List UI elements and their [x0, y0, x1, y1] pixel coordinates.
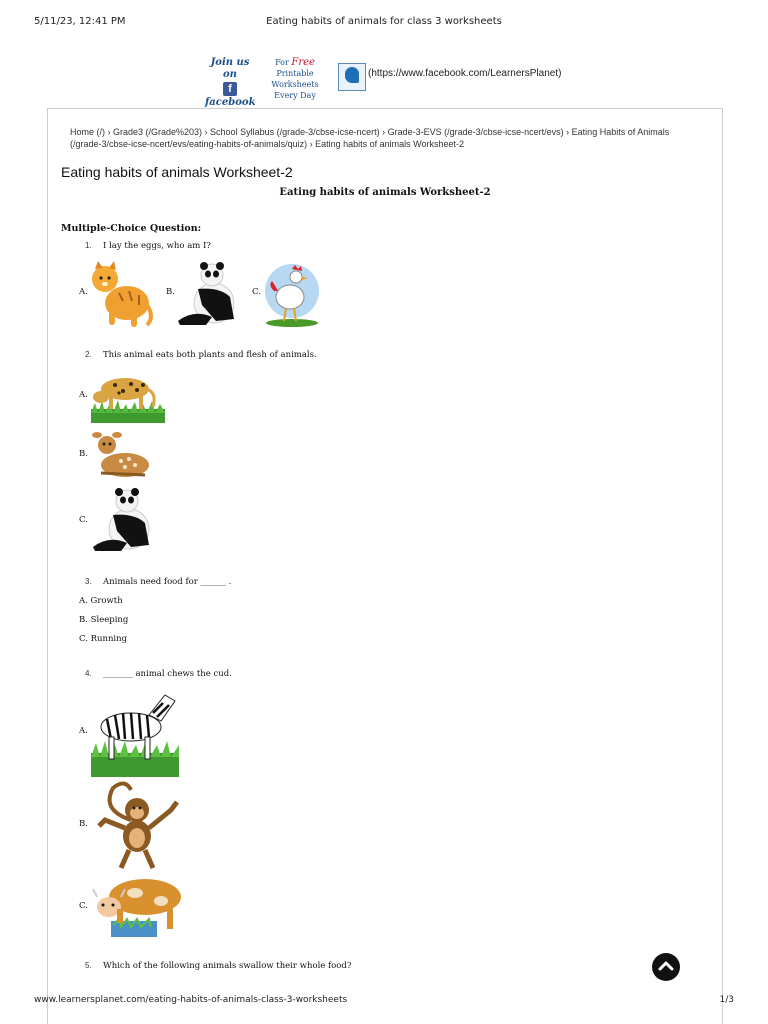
- worksheet-title: Eating habits of animals Worksheet-2: [279, 187, 491, 198]
- free-text: Free: [291, 57, 315, 68]
- deer-fawn-icon[interactable]: [91, 429, 153, 483]
- print-footer: [34, 995, 734, 1009]
- option-label[interactable]: C.: [79, 515, 88, 525]
- print-url: www.learnersplanet.com/eating-habits-of-animals-class-3-worksheets: [34, 995, 348, 1005]
- section-heading: Multiple-Choice Question:: [61, 223, 202, 234]
- breadcrumb[interactable]: Home (/) › Grade3 (/Grade%203) › School Syllabus (/grade-3/cbse-icse-ncert) › Grade-3-EVS (/grade-3/cbse-icse-ncert/evs) › Eating Habits of Animals (/grade-3/cbse-icse-ncert/evs/eating-habits-of-animals/quiz) › Eating habits of animals Worksheet-2: [70, 127, 670, 149]
- leopard-icon[interactable]: [91, 373, 165, 423]
- question-text: _______ animal chews the cud.: [103, 669, 232, 679]
- option-text: Running: [90, 634, 128, 644]
- page-title: Eating habits of animals Worksheet-2: [61, 164, 293, 180]
- cow-icon[interactable]: [91, 875, 185, 939]
- question-number: 1.: [85, 241, 92, 250]
- option-sleeping[interactable]: [79, 615, 128, 625]
- chevron-up-icon: [658, 958, 674, 974]
- option-text: Sleeping: [90, 615, 129, 625]
- option-growth[interactable]: [79, 596, 123, 606]
- page-number: 1/3: [719, 995, 734, 1005]
- question-4: [85, 669, 232, 679]
- question-number: 5.: [85, 961, 92, 970]
- question-5: [85, 961, 351, 971]
- zebra-icon[interactable]: [91, 691, 179, 777]
- question-number: 4.: [85, 669, 92, 678]
- join-us-text: Join us on: [210, 57, 250, 80]
- question-3: [85, 577, 231, 587]
- rooster-icon[interactable]: [262, 261, 322, 327]
- question-text: This animal eats both plants and flesh of animals.: [103, 350, 317, 360]
- scroll-to-top-button[interactable]: [652, 953, 680, 981]
- option-label: B.: [79, 615, 88, 625]
- facebook-promo-banner[interactable]: [205, 55, 575, 108]
- option-label: A.: [79, 596, 88, 606]
- every-day-text: Every Day: [274, 91, 316, 100]
- option-label[interactable]: A.: [79, 287, 88, 297]
- question-text: I lay the eggs, who am I?: [103, 241, 211, 251]
- question-1: [85, 241, 211, 251]
- monkey-icon[interactable]: [91, 780, 183, 872]
- learners-planet-logo[interactable]: [338, 63, 366, 91]
- option-text: Growth: [90, 596, 123, 606]
- question-text: Animals need food for ______ .: [103, 577, 232, 587]
- tiger-cub-icon[interactable]: [89, 259, 155, 329]
- option-label[interactable]: A.: [79, 726, 88, 736]
- option-label[interactable]: B.: [79, 819, 88, 829]
- free-worksheets-tagline: [255, 57, 335, 101]
- option-label: C.: [79, 634, 88, 644]
- option-label[interactable]: B.: [79, 449, 88, 459]
- question-text: Which of the following animals swallow their whole food?: [103, 961, 352, 971]
- printable-worksheets-text: Printable Worksheets: [271, 69, 319, 89]
- option-label[interactable]: A.: [79, 390, 88, 400]
- for-text: For: [275, 58, 289, 67]
- option-label[interactable]: C.: [252, 287, 261, 297]
- facebook-page-link[interactable]: (https://www.facebook.com/LearnersPlanet): [368, 68, 562, 79]
- print-timestamp: 5/11/23, 12:41 PM: [34, 16, 126, 27]
- panda-icon[interactable]: [176, 261, 240, 327]
- question-2: [85, 350, 317, 360]
- print-document-title: Eating habits of animals for class 3 worksheets: [266, 16, 502, 27]
- question-number: 2.: [85, 350, 92, 359]
- panda-icon[interactable]: [91, 487, 155, 553]
- option-label[interactable]: B.: [166, 287, 175, 297]
- join-facebook-badge[interactable]: [205, 57, 255, 109]
- facebook-icon: f: [223, 82, 237, 96]
- question-number: 3.: [85, 577, 92, 586]
- print-header: [34, 16, 734, 30]
- option-label[interactable]: C.: [79, 901, 88, 911]
- worksheet-card: [47, 108, 723, 1024]
- option-running[interactable]: [79, 634, 127, 644]
- facebook-text: facebook: [205, 97, 256, 108]
